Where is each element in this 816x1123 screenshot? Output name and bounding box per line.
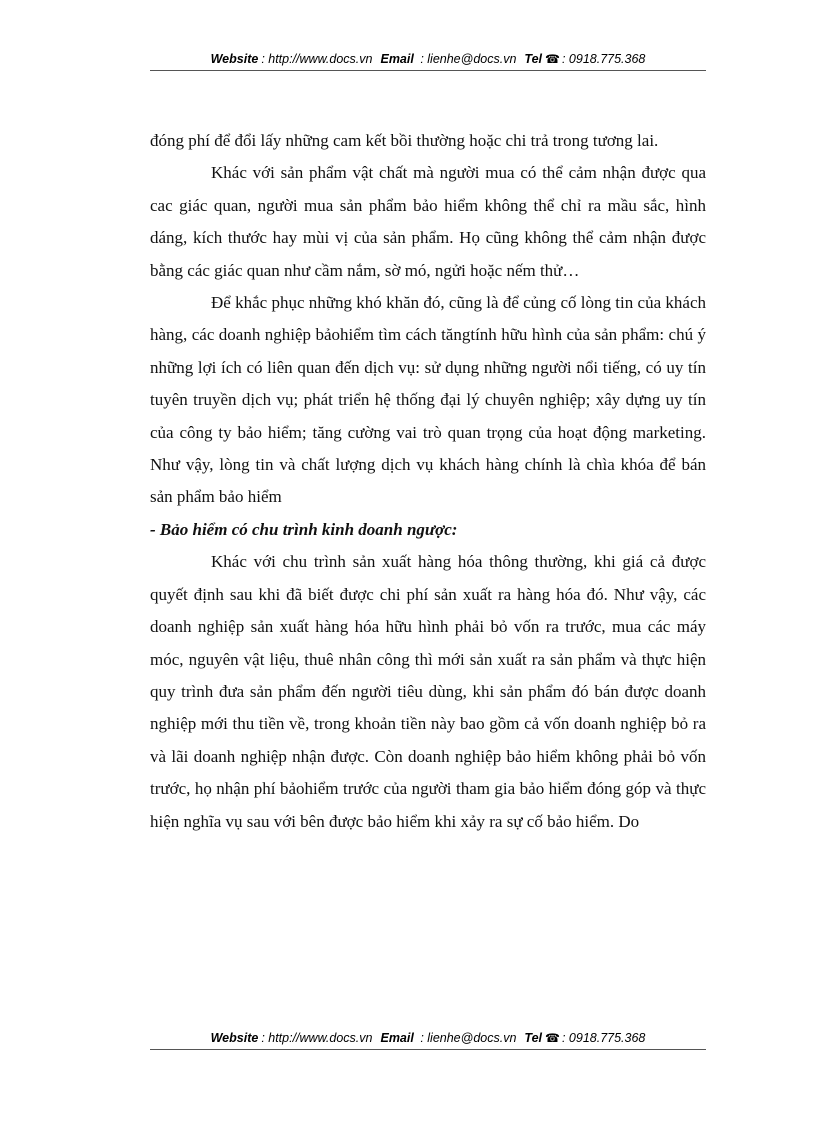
page-header [150, 52, 706, 66]
header-phone-value: : 0918.775.368 [561, 52, 646, 66]
footer-phone-value: : 0918.775.368 [561, 1031, 646, 1045]
footer-tel-label: Tel [524, 1031, 543, 1045]
header-email-label: Email [380, 52, 414, 66]
footer-website-url[interactable]: : http://www.docs.vn [261, 1031, 373, 1045]
section-heading: - Bảo hiểm có chu trình kinh doanh ngược: [150, 519, 458, 539]
footer-divider [150, 1049, 706, 1050]
header-divider [150, 70, 706, 71]
footer-email-label: Email [380, 1031, 414, 1045]
footer-website-label: Website [210, 1031, 259, 1045]
header-website-label: Website [210, 52, 259, 66]
paragraph-reverse-cycle: Khác với chu trình sản xuất hàng hóa thông thường, khi giá cả được quyết định sau khi đã biết được chi phí sản xuất ra hàng hóa đó. Như vậy, các doanh nghiệp sản xuất hàng hóa hữu hình phải bỏ vốn ra trước, mua các máy móc, nguyên vật liệu, thuê nhân công thì mới sản xuất ra sản phẩm và thực hiện quy trình đưa sản phẩm đến người tiêu dùng, khi sản phẩm đó bán được doanh nghiệp mới thu tiền về, trong khoản tiền này bao gồm cả vốn doanh nghiệp bỏ ra và lãi doanh nghiệp nhận được. Còn doanh nghiệp bảo hiểm không phải bỏ vốn trước, họ nhận phí bảohiểm trước của người tham gia bảo hiểm đóng góp và thực hiện nghĩa vụ sau với bên được bảo hiểm khi xảy ra sự cố bảo hiểm. Do [150, 552, 706, 831]
header-website-url[interactable]: : http://www.docs.vn [261, 52, 373, 66]
paragraph-trust: Để khắc phục những khó khăn đó, cũng là để củng cố lòng tin của khách hàng, các doanh nghiệp bảohiểm tìm cách tăngtính hữu hình của sản phẩm: chú ý những lợi ích có liên quan đến dịch vụ: sử dụng những người nổi tiếng, có uy tín tuyên truyền dịch vụ; phát triển hệ thống đại lý chuyên nghiệp; xây dựng uy tín của công ty bảo hiểm; tăng cường vai trò quan trọng của hoạt động marketing. Như vậy, lòng tin và chất lượng dịch vụ khách hàng chính là chìa khóa để bán sản phẩm bảo hiểm [150, 293, 706, 507]
header-email-value[interactable]: : lienhe@docs.vn [420, 52, 517, 66]
document-body [150, 125, 706, 838]
header-tel-label: Tel [524, 52, 543, 66]
phone-icon: ☎ [545, 52, 560, 66]
page-footer [150, 1031, 706, 1045]
paragraph-tangibility: Khác với sản phẩm vật chất mà người mua có thể cảm nhận được qua cac giác quan, người mua sản phẩm bảo hiểm không thể chỉ ra mầu sắc, hình dáng, kích thước hay mùi vị của sản phẩm. Họ cũng không thể cảm nhận được bằng các giác quan như cầm nắm, sờ mó, ngửi hoặc nếm thử… [150, 163, 706, 280]
paragraph-continuation: đóng phí để đổi lấy những cam kết bồi thường hoặc chi trả trong tương lai. [150, 131, 659, 150]
phone-icon: ☎ [545, 1031, 560, 1045]
footer-email-value[interactable]: : lienhe@docs.vn [420, 1031, 517, 1045]
